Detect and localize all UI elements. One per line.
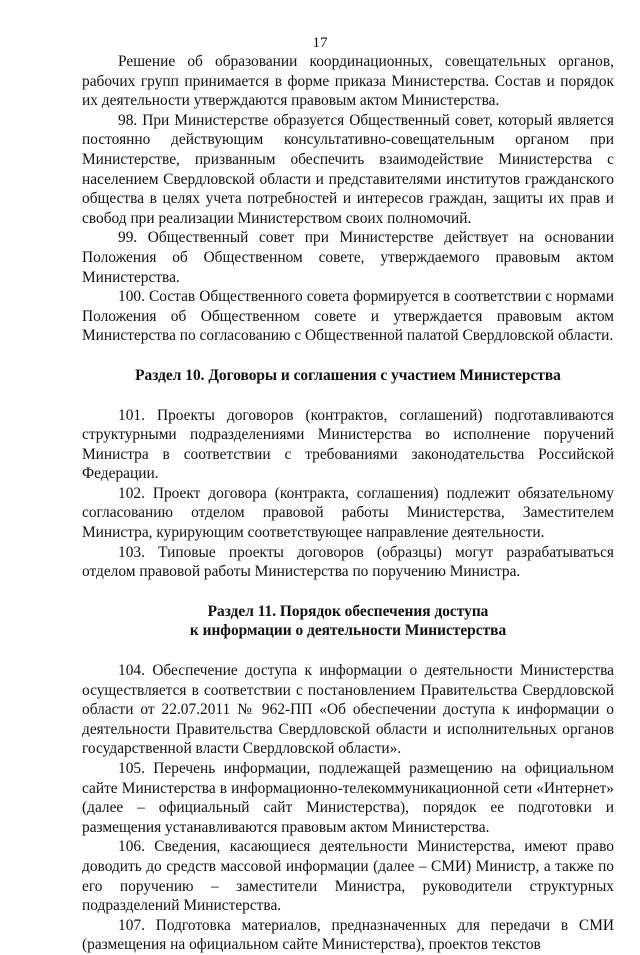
spacer xyxy=(82,582,614,602)
spacer xyxy=(82,641,614,661)
section-11-heading-line-1: Раздел 11. Порядок обеспечения доступа xyxy=(207,602,489,620)
paragraph-98: 98. При Министерстве образуется Общественный совет, который является постоянно действующим консультативно-совещательным органом при Министерстве, призванным обеспечить взаимодействие Министерства с населением Свердловской области и представителями институтов гражданского общества в целях учета потребностей и интересов граждан, защиты их прав и свобод при реализации Министерством своих полномочий. xyxy=(82,111,614,227)
page-number: 17 xyxy=(312,35,328,51)
paragraph-104: 104. Обеспечение доступа к информации о деятельности Министерства осуществляется в соответствии с постановлением Правительства Свердловской области от 22.07.2011 № 962-ПП «Об обеспечении доступа к информации о деятельности Правительства Свердловской области и исполнительных органов государственной власти Свердловской области». xyxy=(82,662,614,758)
spacer xyxy=(82,346,614,366)
document-body xyxy=(82,52,614,955)
paragraph-102: 102. Проект договора (контракта, соглашения) подлежит обязательному согласованию отделом правовой работы Министерства, Заместителем Министра, курирующим соответствующее направление деятельности. xyxy=(82,484,614,542)
paragraph-100: 100. Состав Общественного совета формируется в соответствии с нормами Положения об Общественном совете и утверждается правовым актом Министерства по согласованию с Общественной палатой Свердловской области. xyxy=(82,288,614,345)
spacer xyxy=(82,386,614,406)
paragraph-107: 107. Подготовка материалов, предназначенных для передачи в СМИ (размещения на официальном сайте Министерства), проектов текстов xyxy=(82,916,614,954)
section-11-heading-line-2: к информации о деятельности Министерства xyxy=(189,622,507,640)
paragraph-intro-1: Решение об образовании координационных, совещательных органов, рабочих групп принимается в форме приказа Министерства. Состав и порядок их деятельности утверждаются правовым актом Министерства. xyxy=(82,53,614,110)
paragraph-101: 101. Проекты договоров (контрактов, соглашений) подготавливаются структурными подразделениями Министерства во исполнение поручений Министра в соответствии с требованиями законодательства Российской Федерации. xyxy=(82,406,614,483)
paragraph-106: 106. Сведения, касающиеся деятельности Министерства, имеют право доводить до средств массовой информации (далее – СМИ) Министр, а также по его поручению – заместители Министра, руководители структурных подразделений Министерства. xyxy=(82,838,614,915)
section-11-heading xyxy=(82,602,614,641)
paragraph-105: 105. Перечень информации, подлежащей размещению на официальном сайте Министерства в информационно-телекоммуникационной сети «Интернет» (далее – официальный сайт Министерства), порядок ее подготовки и размещения устанавливаются правовым актом Министерства. xyxy=(82,760,614,836)
paragraph-99: 99. Общественный совет при Министерстве действует на основании Положения об Общественном совете, утверждаемого правовым актом Министерства. xyxy=(82,229,614,286)
paragraph-103: 103. Типовые проекты договоров (образцы) могут разрабатываться отделом правовой работы Министерства по поручению Министра. xyxy=(82,543,614,581)
section-10-heading: Раздел 10. Договоры и соглашения с участием Министерства xyxy=(135,366,561,384)
